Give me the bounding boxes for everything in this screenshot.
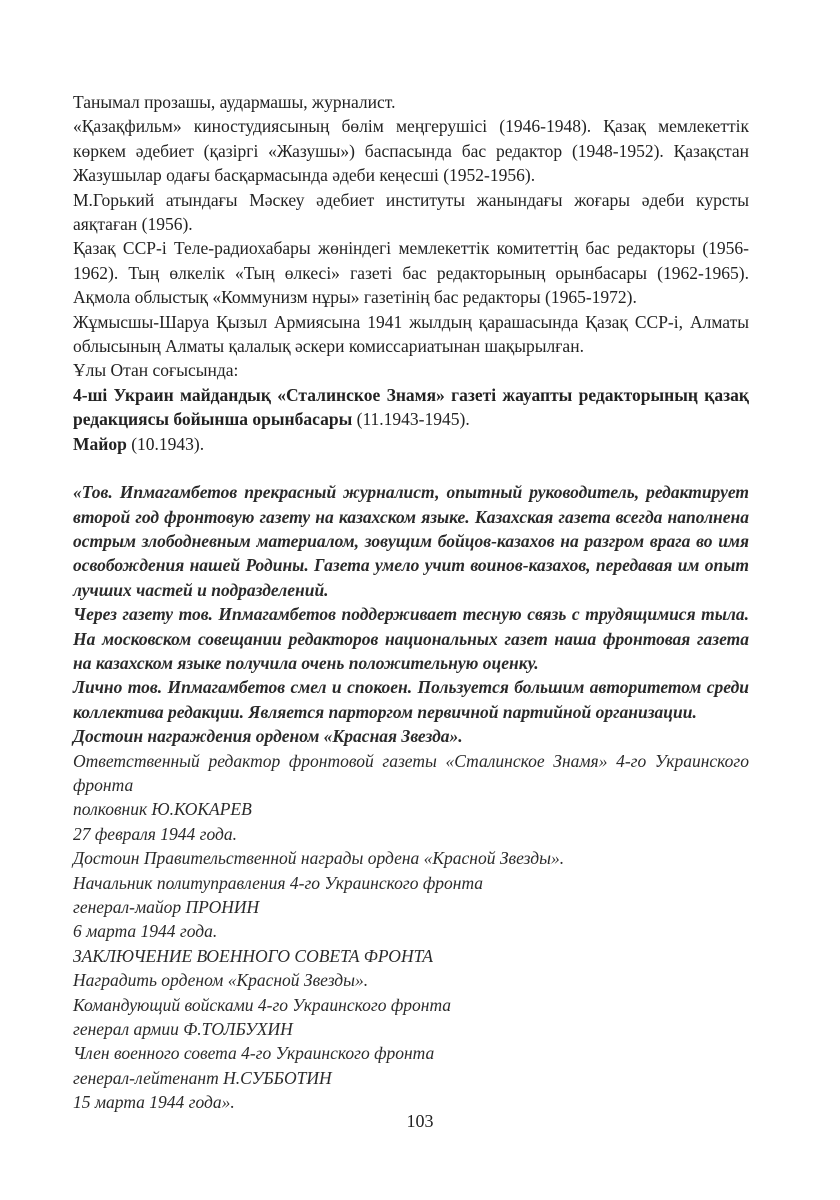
- signature-line: 6 марта 1944 года.: [73, 921, 218, 942]
- bio-paragraph: Танымал прозашы, аудармашы, журналист.: [73, 92, 396, 112]
- signature-line: Наградить орденом «Красной Звезды».: [73, 970, 369, 991]
- signature-line: Начальник политуправления 4-го Украинского фронта: [73, 872, 484, 893]
- signature-line: Командующий войсками 4-го Украинского фронта: [73, 994, 452, 1015]
- bio-paragraph: Жұмысшы-Шаруа Қызыл Армиясына 1941 жылдың қарашасында Қазақ ССР-і, Алматы облысының Алматы қалалық әскери комиссариатынан шақырылған.: [73, 311, 749, 357]
- signature-line: Достоин Правительственной награды ордена «Красной Звезды».: [73, 848, 565, 869]
- bio-paragraph: М.Горький атындағы Мәскеу әдебиет институты жанындағы жоғары әдеби курсты аяқтаған (1956).: [73, 189, 749, 235]
- signature-line: генерал-лейтенант Н.СУББОТИН: [73, 1067, 332, 1088]
- bio-paragraph: «Қазақфильм» киностудиясының бөлім меңгерушісі (1946-1948). Қазақ мемлекеттік көркем әдебиет (қазіргі «Жазушы») баспасында бас редактор (1948-1952). Қазақстан Жазушылар одағы басқармасында әдеби кеңесші (1952-1956).: [73, 116, 749, 186]
- citation-paragraph: «Тов. Ипмагамбетов прекрасный журналист, опытный руководитель, редактирует второй год фронтовую газету на казахском языке. Казахская газета всегда наполнена острым злободневным материалом, зовущим бойцов-казахов на разгром врага во имя освобождения нашей Родины. Газета умело учит воинов-казахов, передавая им опыт лучших частей и подразделений.: [73, 482, 749, 600]
- signature-line: Член военного совета 4-го Украинского фронта: [73, 1043, 435, 1064]
- signature-line: генерал-майор ПРОНИН: [73, 897, 260, 917]
- position-title: 4-ші Украин майдандық «Сталинское Знамя» газеті жауапты редакторының қазақ редакциясы бойынша орынбасары: [73, 384, 749, 430]
- citation-paragraph: Достоин награждения орденом «Красная Звезда».: [73, 726, 463, 747]
- signature-line: Ответственный редактор фронтовой газеты «Сталинское Знамя» 4-го Украинского фронта: [73, 750, 749, 795]
- page-body: [73, 90, 749, 1115]
- bio-rank: [73, 432, 749, 456]
- signature-line: 15 марта 1944 года».: [73, 1092, 235, 1113]
- signature-line: полковник Ю.КОКАРЕВ: [73, 799, 252, 820]
- position-dates: (11.1943-1945).: [352, 409, 470, 430]
- rank-date: (10.1943).: [126, 433, 205, 454]
- bio-paragraph: Қазақ ССР-і Теле-радиохабары жөніндегі мемлекеттік комитеттің бас редакторы (1956-1962). Тың өлкелік «Тың өлкесі» газеті бас редакторының орынбасары (1962-1965). Ақмола облыстық «Коммунизм нұры» газетінің бас редакторы (1965-1972).: [73, 238, 749, 308]
- page-number: 103: [406, 1111, 434, 1131]
- citation-paragraph: Через газету тов. Ипмагамбетов поддерживает тесную связь с трудящимися тыла. На московском совещании редакторов национальных газет наша фронтовая газета на казахском языке получила очень положительную оценку.: [73, 604, 749, 673]
- signature-line: 27 февраля 1944 года.: [73, 823, 238, 844]
- bio-paragraph: Ұлы Отан соғысында:: [73, 360, 239, 381]
- signature-line: ЗАКЛЮЧЕНИЕ ВОЕННОГО СОВЕТА ФРОНТА: [73, 945, 433, 966]
- rank-title: Майор: [73, 433, 127, 454]
- section-gap: [73, 456, 749, 480]
- citation-paragraph: Лично тов. Ипмагамбетов смел и спокоен. Пользуется большим авторитетом среди коллектива редакции. Является парторгом первичной партийной организации.: [73, 677, 749, 722]
- bio-position: [73, 383, 749, 432]
- signature-line: генерал армии Ф.ТОЛБУХИН: [73, 1019, 293, 1040]
